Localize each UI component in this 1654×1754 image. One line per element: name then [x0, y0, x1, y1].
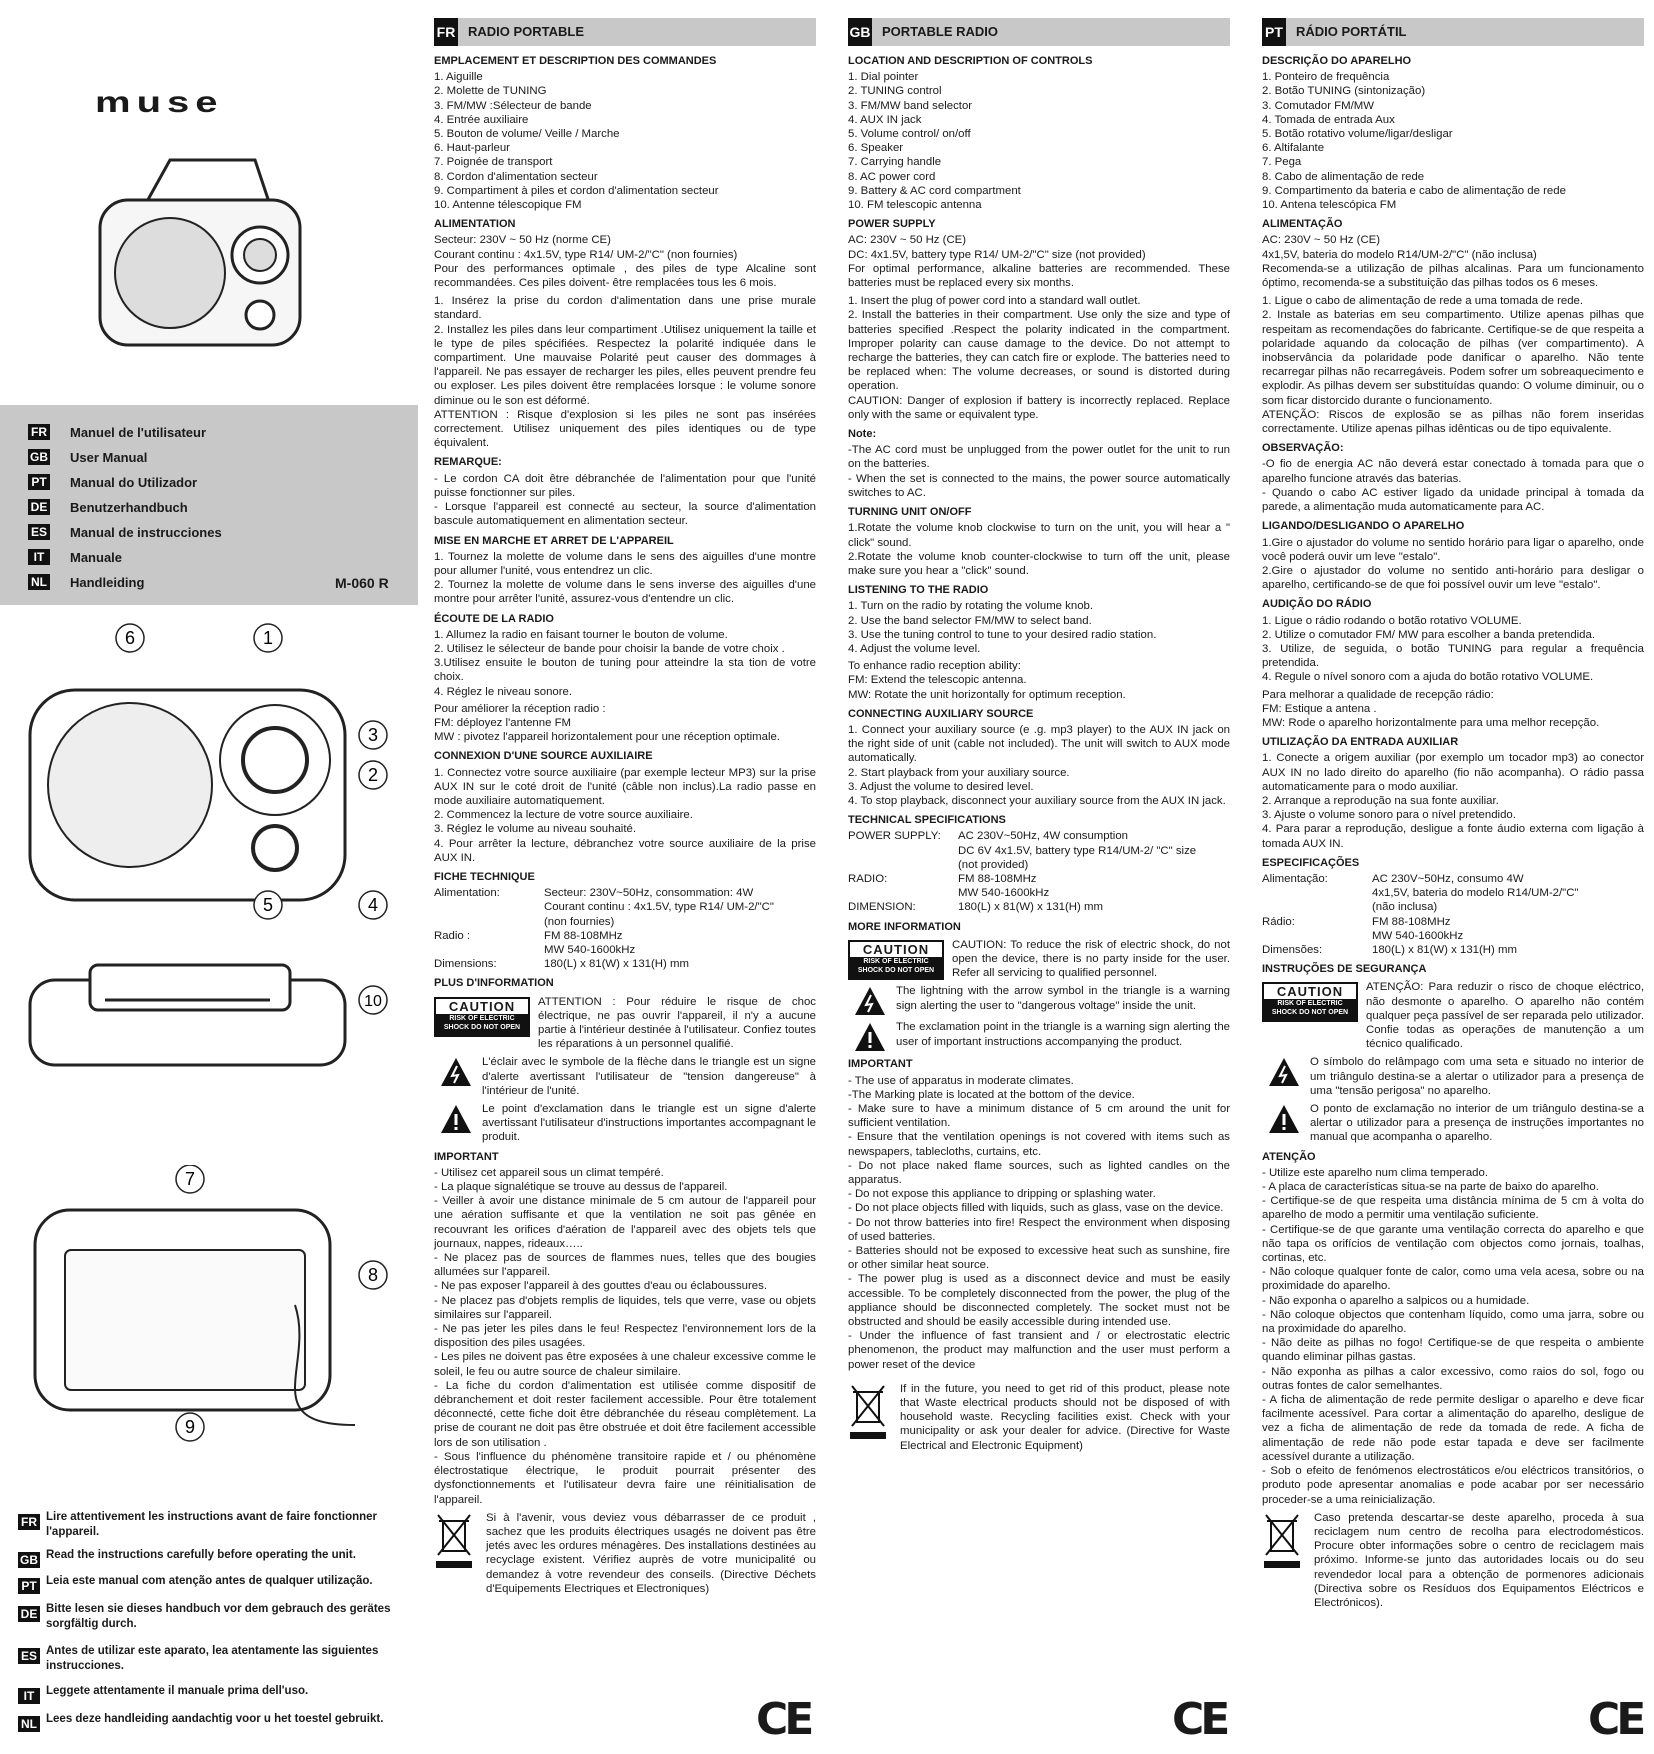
- list-item: 2. TUNING control: [848, 85, 942, 98]
- instruction-text: Antes de utilizar este aparato, lea atentamente las siguientes instrucciones.: [46, 1645, 379, 1672]
- spec-key: POWER SUPPLY:: [848, 830, 941, 843]
- instruction-it: [18, 1684, 408, 1704]
- heading-power: POWER SUPPLY: [848, 218, 936, 231]
- heading-power: ALIMENTAÇÃO: [1262, 218, 1343, 231]
- callout-5: 5: [262, 895, 274, 915]
- power-text: AC: 230V ~ 50 Hz (CE) DC: 4x1.5V, battery type R14/ UM-2/"C" size (not provided) For optimal performance, alkaline batteries are recommended. These batteries must be replaced every six months.: [848, 234, 1230, 290]
- radio-front-diagram: [25, 620, 395, 930]
- instruction-de: [18, 1602, 408, 1632]
- controls-list: [848, 70, 1230, 212]
- list-item: 7. Poignée de transport: [434, 156, 553, 169]
- spec-value: 180(L) x 81(W) x 131(H) mm: [958, 901, 1103, 914]
- lang-code: NL: [28, 574, 50, 590]
- callout-6: 6: [124, 628, 136, 648]
- list-item: 5. Volume control/ on/off: [848, 128, 971, 141]
- caution-block: [848, 938, 1230, 981]
- lang-code: PT: [18, 1578, 40, 1594]
- caution-block: [434, 995, 816, 1052]
- caution-sub: RISK OF ELECTRIC SHOCK DO NOT OPEN: [850, 957, 942, 978]
- lang-code: PT: [1262, 18, 1286, 46]
- list-item: 7. Carrying handle: [848, 156, 942, 169]
- section-header-pt: [1262, 18, 1644, 46]
- radio-text: 1. Ligue o rádio rodando o botão rotativo VOLUME. 2. Utilize o comutador FM/ MW para escolher a banda pretendida. 3. Utilize, de seguida, o botão TUNING para regular a frequência pretendida. 4. Regule o nível sonoro com a ajuda do botão rotativo VOLUME.: [1262, 614, 1644, 684]
- lang-code: GB: [20, 1552, 38, 1567]
- list-item: 4. AUX IN jack: [848, 113, 922, 126]
- list-item: 4. Entrée auxiliaire: [434, 113, 529, 126]
- spec-key: Alimentation:: [434, 887, 500, 900]
- callout-10: 10: [364, 993, 382, 1010]
- callout-8: 8: [367, 1265, 379, 1285]
- lang-label: Manual de instrucciones: [70, 524, 222, 540]
- weee-text: If in the future, you need to get rid of this product, please note that Waste electrical products should not be disposed of with household waste. Recycling facilities exist. Check with your municipality or ask your dealer for advice. (Directive for Waste Electrical and Electronic Equipment): [900, 1382, 1230, 1452]
- lang-code: ES: [18, 1648, 40, 1664]
- section-header-gb: [848, 18, 1230, 46]
- important-text: - Utilisez cet appareil sous un climat tempéré. - La plaque signalétique se trouve au dessus de l'appareil. - Veiller à avoir une distance minimale de 5 cm autour de l'appareil pour une aération suffisante et que la ventilation ne soit pas gênée en recouvrant les orifices d'aération de l'appareil avec des objets tels que journaux, nappes, rideaux….. - Ne placez pas de sources de flammes nues, telles que des bougies allumées sur l'appareil. - Ne pas exposer l'appareil à des gouttes d'eau ou éclaboussures. - Ne placez pas d'objets remplis de liquides, tels que verre, vase ou objets similaires sur l'appareil. - Ne pas jeter les piles dans le feu! Respectez l'environnement lors de la disposition des piles usagées. - Les piles ne doivent pas être exposées à une chaleur excessive comme le soleil, le feu ou autre source de chaleur similaire. - La fiche du cordon d'alimentation est utilisée comme dispositif de débranchement et doit rester facilement accessible. Pour être totalement déconnecté, cette fiche doit être débranchée du réseau complètement. La prise de courant ne doit pas être obstruée et doit être facilement accessible lors de son utilisation . - Sous l'influence du phénomène transitoire rapide et / ou phénomène électrostatique électrique, le produit pourrait présenter des dysfonctionnements et l'utilisateur devra faire une réinitialisation de l'appareil.: [434, 1166, 816, 1506]
- list-item: 8. Cordon d'alimentation secteur: [434, 170, 598, 183]
- onoff-text: 1.Gire o ajustador do volume no sentido horário para ligar o aparelho, onde você poderá ouvir um leve "estalo". 2.Gire o ajustador do volume no sentido anti-horário para desligar o aparelho, certificando-se de que foi possível ouvir um leve "estalo".: [1262, 536, 1644, 592]
- power-text: Secteur: 230V ~ 50 Hz (norme CE) Courant continu : 4x1.5V, type R14/ UM-2/"C" (non fournies) Pour des performances optimale , des piles de type Alcaline sont recommandées. Ces piles doivent- être remplacées tous les 6 mois.: [434, 234, 816, 290]
- caution-sub: RISK OF ELECTRIC SHOCK DO NOT OPEN: [436, 1014, 528, 1035]
- ce-mark-pt: CE: [1588, 1694, 1643, 1745]
- onoff-text: 1.Rotate the volume knob clockwise to turn on the unit, you will hear a " click" sound. 2.Rotate the volume knob counter-clockwise to turn off the unit, please make sure you hear a "click" sound.: [848, 522, 1230, 577]
- heading-specs: TECHNICAL SPECIFICATIONS: [848, 814, 1006, 827]
- install-steps: 1. Insérez la prise du cordon d'alimentation dans une prise murale standard. 2. Installez les piles dans leur compartiment .Utilisez uniquement la taille et le type de piles spécifiées. Respectez la polarité indiquée dans le compartiment. Une mauvaise Polarité peut causer des dommages à l'appareil. Ne pas essayer de recharger les piles, elles peuvent prendre feu ou exploser. Les piles doivent être remplacées lorsque : le volume sonore diminue ou le son est déformé. ATTENTION : Risque d'explosion si les piles ne sont pas insérées correctement. Utilisez uniquement des piles identiques ou de type équivalent.: [434, 295, 816, 450]
- list-item: 9. Battery & AC cord compartment: [848, 184, 1021, 197]
- exclamation-warning-icon: [440, 1104, 472, 1134]
- spec-value: FM 88-108MHz MW 540-1600kHz: [1372, 915, 1464, 942]
- section-title: PORTABLE RADIO: [882, 23, 999, 39]
- heading-onoff: TURNING UNIT ON/OFF: [848, 506, 972, 519]
- heading-safety: INSTRUÇÕES DE SEGURANÇA: [1262, 963, 1427, 976]
- spec-value: Secteur: 230V~50Hz, consommation: 4W Courant continu : 4x1.5V, type R14/ UM-2/"C" (non fournies): [544, 887, 774, 928]
- weee-bin-icon: [1262, 1511, 1302, 1571]
- radio-top-diagram: [25, 960, 395, 1085]
- exclamation-text: The exclamation point in the triangle is a warning sign alerting the user of important instructions accompanying the product.: [896, 1021, 1230, 1048]
- lang-label: Manuel de l'utilisateur: [70, 424, 207, 440]
- ce-mark-fr: CE: [756, 1694, 811, 1745]
- spec-key: Dimensões:: [1262, 943, 1323, 956]
- heading-specs: FICHE TECHNIQUE: [434, 870, 535, 883]
- caution-text: ATENÇÃO: Para reduzir o risco de choque eléctrico, não desmonte o aparelho. O aparelho não contém qualquer peça passível de ser reparada pelo utilizador. Confie todas as operações de manutenção a um técnico qualificado.: [1366, 981, 1644, 1051]
- list-item: 10. Antena telescópica FM: [1262, 199, 1397, 212]
- lang-row-de: [28, 499, 188, 515]
- column-fr: [434, 18, 816, 1600]
- caution-label: CAUTION: [862, 941, 930, 957]
- caution-label: CAUTION: [448, 998, 516, 1014]
- list-item: 6. Altifalante: [1262, 142, 1325, 155]
- controls-list: [434, 70, 816, 212]
- heading-aux: UTILIZAÇÃO DA ENTRADA AUXILIAR: [1262, 736, 1459, 749]
- lang-code: DE: [18, 1606, 40, 1622]
- lang-row-it: [28, 549, 122, 565]
- list-item: 2. Botão TUNING (sintonização): [1262, 85, 1426, 98]
- list-item: 10. FM telescopic antenna: [848, 199, 982, 212]
- heading-controls: EMPLACEMENT ET DESCRIPTION DES COMMANDES: [434, 55, 717, 67]
- ce-mark-gb: CE: [1172, 1694, 1227, 1745]
- heading-more-info: MORE INFORMATION: [848, 920, 961, 933]
- section-header-fr: [434, 18, 816, 46]
- caution-block: [1262, 980, 1644, 1051]
- callout-9: 9: [184, 1417, 196, 1437]
- list-item: 9. Compartiment à piles et cordon d'alimentation secteur: [434, 184, 719, 197]
- caution-text: ATTENTION : Pour réduire le risque de choc électrique, ne pas ouvrir l'appareil, il n'y a aucune partie à l'intérieur destinée à l'utilisateur. Confiez toutes les réparations à un personnel qualifié.: [538, 995, 816, 1051]
- lightning-warning-icon: [440, 1057, 472, 1087]
- important-text: - The use of apparatus in moderate climates. -The Marking plate is located at the bottom of the device. - Make sure to have a minimum distance of 5 cm around the unit for sufficient ventilation. - Ensure that the ventilation openings is not covered with items such as newspapers, tablecloths, curtains, etc. - Do not place naked flame sources, such as lighted candles on the apparatus. - Do not expose this appliance to dripping or splashing water. - Do not place objects filled with liquids, such as glass, vase on the device. - Do not throw batteries into fire! Respect the environment when disposing of used batteries. - Batteries should not be exposed to excessive heat such as sunshine, fire or other similar heat source. - The power plug is used as a disconnect device and must be easily accessible. To be completely disconnected from the power, the plug of the appliance should be disconnected completely. The socket must not be obstructed and should be easily accessible during intended use. - Under the influence of fast transient and / or electrostatic electric phenomenon, the product may malfunction and the user must perform a power reset of the device: [848, 1074, 1230, 1371]
- instruction-es: [18, 1644, 408, 1674]
- list-item: 1. Aiguille: [434, 71, 483, 84]
- lightning-text: L'éclair avec le symbole de la flèche dans le triangle est un signe d'alerte avertissant l'utilisateur de "tension dangereuse" à l'intérieur de l'unité.: [482, 1056, 816, 1097]
- lang-row-es: [28, 524, 222, 540]
- weee-block: [1262, 1511, 1644, 1610]
- instruction-pt: [18, 1574, 408, 1594]
- onoff-text: 1. Tournez la molette de volume dans le sens des aiguilles d'une montre pour allumer l'unité, vous entendrez un clic. 2. Tournez la molette de volume dans le sens inverse des aiguilles d'une montre pour arrêter l'unité, assurez-vous d'entendre un clic.: [434, 550, 816, 606]
- caution-label-icon: [434, 997, 530, 1037]
- lightning-block: [1262, 1055, 1644, 1098]
- lang-code: DE: [28, 499, 50, 515]
- lang-label: Benutzerhandbuch: [70, 499, 188, 515]
- lightning-text: The lightning with the arrow symbol in the triangle is a warning sign alerting the user to "dangerous voltage" inside the unit.: [896, 985, 1230, 1012]
- list-item: 10. Antenne télescopique FM: [434, 199, 582, 212]
- instruction-text: Lire attentivement les instructions avant de faire fonctionner l'appareil.: [46, 1511, 378, 1538]
- column-gb: [848, 18, 1230, 1457]
- heading-aux: CONNEXION D'UNE SOURCE AUXILIAIRE: [434, 750, 653, 763]
- heading-important: IMPORTANT: [848, 1058, 913, 1071]
- controls-list: [1262, 70, 1644, 212]
- list-item: 1. Dial pointer: [848, 71, 919, 84]
- lightning-warning-icon: [1268, 1057, 1300, 1087]
- lang-code: FR: [18, 1514, 40, 1530]
- instruction-text: Leia este manual com atenção antes de qualquer utilização.: [46, 1575, 373, 1587]
- lightning-block: [848, 984, 1230, 1016]
- exclamation-block: [1262, 1102, 1644, 1145]
- list-item: 3. FM/MW :Sélecteur de bande: [434, 99, 592, 112]
- spec-value: AC 230V~50Hz, 4W consumption DC 6V 4x1.5V, battery type R14/UM-2/ "C" size (not provided): [958, 830, 1197, 871]
- lang-row-pt: [28, 474, 197, 490]
- spec-key: Dimensions:: [434, 958, 497, 971]
- radio-text: 1. Allumez la radio en faisant tourner le bouton de volume. 2. Utilisez le sélecteur de bande pour choisir la bande de votre choix . 3.Utilisez ensuite le bouton de tuning pour atteindre la sta tion de votre choix. 4. Réglez le niveau sonore.: [434, 628, 816, 698]
- caution-label-icon: [1262, 982, 1358, 1022]
- heading-controls: DESCRIÇÃO DO APARELHO: [1262, 55, 1412, 67]
- heading-more-info: PLUS D'INFORMATION: [434, 977, 554, 990]
- exclamation-warning-icon: [854, 1022, 886, 1052]
- heading-note: Note:: [848, 428, 877, 441]
- caution-label-icon: [848, 940, 944, 980]
- spec-key: Radio :: [434, 929, 471, 942]
- caution-text: CAUTION: To reduce the risk of electric shock, do not open the device, there is no party inside for the user. Refer all servicing to qualified personnel.: [952, 938, 1230, 980]
- heading-onoff: MISE EN MARCHE ET ARRET DE L'APPAREIL: [434, 534, 674, 547]
- install-steps: 1. Ligue o cabo de alimentação de rede a uma tomada de rede. 2. Instale as baterias em seu compartimento. Utilize apenas pilhas que respeitam as recomendações do fabricante. Certifique-se de que respeita a polaridade aquando da colocação de pilhas (ver compartimento). A inobservância da polaridade pode danificar o aparelho. Não tente recarregar pilhas não recarregáveis. Podem sofrer um sobreaquecimento e explodir. As pilhas devem ser substituídas quando: O volume diminuir, ou o som ficar distorcido durante o funcionamento. ATENÇÃO: Riscos de explosão se as pilhas não forem inseridas correctamente. Utilize apenas pilhas idênticas ou de tipo equivalente.: [1262, 295, 1644, 436]
- reception-text: Para melhorar a qualidade de recepção rádio: FM: Estique a antena . MW: Rode o aparelho horizontalmente para uma melhor recepção.: [1262, 688, 1600, 729]
- lang-code: IT: [18, 1688, 40, 1704]
- exclamation-block: [848, 1020, 1230, 1052]
- important-text: - Utilize este aparelho num clima temperado. - A placa de características situa-se na parte de baixo do aparelho. - Certifique-se de que respeita uma distância mínima de 5 cm à volta do aparelho de modo a permitir uma ventilação suficiente. - Certifique-se de que garante uma ventilação correcta do aparelho e que não tapa os orifícios de ventilação com objectos como jornais, toalhas, cortinas, etc. - Não coloque qualquer fonte de calor, como uma vela acesa, sobre ou na proximidade do aparelho. - Não exponha o aparelho a salpicos ou a humidade. - Não coloque objectos que contenham líquido, como uma jarra, sobre ou na proximidade do aparelho. - Não deite as pilhas no fogo! Certifique-se de que respeita o ambiente quando eliminar pilhas gastas. - Não exponha as pilhas a calor excessivo, como raios do sol, fogo ou outras fontes de calor semelhantes. - A ficha de alimentação de rede permite desligar o aparelho e deve ficar facilmente acessível. Para cortar a alimentação do aparelho, desligue de vez a ficha de alimentação de rede da tomada de rede. A ficha de alimentação de rede não pode estar tapada e deve ser facilmente acessível durante a utilização. - Sob o efeito de fenómenos electrostáticos e/ou eléctricos transitórios, o produto pode apresentar anomalias e pode acabar por ser necessário proceder-se a uma reinicialização.: [1262, 1166, 1644, 1506]
- lightning-text: O símbolo do relâmpago com uma seta e situado no interior de um triângulo destina-se a alertar o utilizador para a presença de uma "tensão perigosa" no aparelho.: [1310, 1056, 1644, 1097]
- lang-row-gb: [28, 449, 147, 465]
- spec-value: 180(L) x 81(W) x 131(H) mm: [544, 958, 689, 971]
- note-text: -The AC cord must be unplugged from the power outlet for the unit to run on the batteries. - When the set is connected to the mains, the power source automatically switches to AC.: [848, 444, 1230, 499]
- aux-text: 1. Conecte a origem auxiliar (por exemplo um tocador mp3) ao conector AUX IN no lado direito do aparelho (fio não acompanha). O rádio passa automaticamente para o modo auxiliar. 2. Arranque a reprodução na sua fonte auxiliar. 3. Ajuste o volume sonoro para o nível pretendido. 4. Para parar a reprodução, desligue a fonte áudio externa com ligação à tomada AUX IN.: [1262, 752, 1644, 850]
- heading-controls: LOCATION AND DESCRIPTION OF CONTROLS: [848, 55, 1093, 67]
- spec-key: DIMENSION:: [848, 901, 916, 914]
- weee-text: Si à l'avenir, vous deviez vous débarrasser de ce produit , sachez que les produits électriques usagés ne doivent pas être jetés avec les ordures ménagères. Des installations destinées au recyclage existent. Vérifiez auprès de votre municipalité ou demandez à votre revendeur des conseils. (Directive Déchets d'Equipements Electriques et Electroniques): [486, 1511, 816, 1595]
- weee-bin-icon: [434, 1511, 474, 1571]
- lang-code: IT: [28, 549, 50, 565]
- instruction-gb: [18, 1548, 408, 1568]
- instruction-fr: [18, 1510, 408, 1540]
- heading-radio: ÉCOUTE DE LA RADIO: [434, 612, 554, 625]
- lang-row-fr: [28, 424, 206, 440]
- heading-note: OBSERVAÇÃO:: [1262, 442, 1344, 455]
- list-item: 8. AC power cord: [848, 170, 936, 183]
- callout-1: 1: [262, 628, 274, 648]
- instruction-nl: [18, 1712, 408, 1732]
- lang-code: NL: [18, 1716, 40, 1732]
- radio-back-diagram: [25, 1165, 395, 1445]
- spec-value: 180(L) x 81(W) x 131(H) mm: [1372, 943, 1517, 956]
- callout-3: 3: [367, 725, 379, 745]
- lang-code: GB: [30, 450, 48, 464]
- heading-aux: CONNECTING AUXILIARY SOURCE: [848, 707, 1034, 720]
- caution-sub: RISK OF ELECTRIC SHOCK DO NOT OPEN: [1264, 999, 1356, 1020]
- lightning-block: [434, 1055, 816, 1098]
- heading-important: ATENÇÃO: [1262, 1150, 1316, 1163]
- install-steps: 1. Insert the plug of power cord into a standard wall outlet. 2. Install the batteries in their compartment. Use only the size and type of batteries specified .Respect the polarity indicated in the compartment. Improper polarity can cause damage to the device. Do not attempt to recharge the batteries, they can catch fire or explode. The batteries need to be replaced when: The volume decreases, or sound is distorted during operation. CAUTION: Danger of explosion if battery is incorrectly replaced. Replace only with the same or equivalent type.: [848, 295, 1230, 421]
- model-number: M-060 R: [335, 575, 389, 591]
- reception-text: Pour améliorer la réception radio : FM: déployez l'antenne FM MW : pivotez l'appareil horizontalement pour une réception optimale.: [434, 702, 780, 744]
- callout-7: 7: [184, 1169, 196, 1189]
- list-item: 6. Speaker: [848, 142, 904, 155]
- spec-key: Alimentação:: [1262, 872, 1328, 885]
- list-item: 1. Ponteiro de frequência: [1262, 71, 1390, 84]
- instruction-text: Read the instructions carefully before operating the unit.: [46, 1549, 356, 1561]
- lang-row-nl: [28, 574, 144, 590]
- list-item: 4. Tomada de entrada Aux: [1262, 113, 1395, 126]
- lang-code: FR: [434, 18, 458, 46]
- list-item: 2. Molette de TUNING: [434, 85, 547, 98]
- lang-label: Manual do Utilizador: [70, 474, 198, 490]
- spec-value: FM 88-108MHz MW 540-1600kHz: [544, 929, 636, 956]
- radio-text: 1. Turn on the radio by rotating the volume knob. 2. Use the band selector FM/MW to select band. 3. Use the tuning control to tune to your desired radio station. 4. Adjust the volume level.: [848, 600, 1157, 655]
- heading-onoff: LIGANDO/DESLIGANDO O APARELHO: [1262, 520, 1465, 533]
- callout-4: 4: [367, 895, 379, 915]
- cover-panel: [0, 0, 418, 1754]
- aux-text: 1. Connectez votre source auxiliaire (par exemple lecteur MP3) sur la prise AUX IN sur le coté droit de l'unité (câble non inclus).La radio passe en mode auxiliaire automatiquement. 2. Commencez la lecture de votre source auxiliaire. 3. Réglez le volume au niveau souhaité. 4. Pour arrêter la lecture, débranchez votre source auxiliaire de la prise AUX IN.: [434, 766, 816, 864]
- lang-label: Manuale: [70, 549, 123, 565]
- heading-important: IMPORTANT: [434, 1150, 499, 1163]
- list-item: 5. Bouton de volume/ Veille / Marche: [434, 128, 620, 141]
- lang-code: GB: [848, 18, 872, 46]
- instruction-text: Bitte lesen sie dieses handbuch vor dem gebrauch des gerätes sorgfältig durch.: [46, 1603, 391, 1630]
- heading-radio: LISTENING TO THE RADIO: [848, 584, 989, 597]
- instruction-text: Lees deze handleiding aandachtig voor u het toestel gebruikt.: [46, 1713, 384, 1725]
- list-item: 6. Haut-parleur: [434, 142, 510, 155]
- heading-power: ALIMENTATION: [434, 218, 516, 231]
- radio-front-illustration: [95, 145, 305, 350]
- spec-table: [434, 886, 816, 971]
- aux-text: 1. Connect your auxiliary source (e .g. mp3 player) to the AUX IN jack on the right side of unit (cable not included). The unit will switch to AUX mode automatically. 2. Start playback from your auxiliary source. 3. Adjust the volume to desired level. 4. To stop playback, disconnect your auxiliary source from the AUX IN jack.: [848, 723, 1230, 807]
- lang-label: User Manual: [70, 449, 148, 465]
- lightning-warning-icon: [854, 986, 886, 1016]
- list-item: 7. Pega: [1262, 156, 1302, 169]
- spec-value: AC 230V~50Hz, consumo 4W 4x1,5V, bateria do modelo R14/UM-2/"C" (não inclusa): [1372, 872, 1579, 914]
- reception-text: To enhance radio reception ability: FM: Extend the telescopic antenna. MW: Rotate the unit horizontally for optimum reception.: [848, 660, 1126, 701]
- weee-block: [848, 1382, 1230, 1453]
- column-pt: [1262, 18, 1644, 1614]
- list-item: 3. FM/MW band selector: [848, 99, 973, 112]
- weee-text: Caso pretenda descartar-se deste aparelho, proceda à sua reciclagem num centro de recolha para electrodomésticos. Procure obter informações sobre o centro de reciclagem mais próximo. Informe-se junto das autoridades locais ou do seu revendedor local para a obtenção de pormenores adicionais (Directiva sobre os Resíduos dos Equipamentos Eléctricos e Electrónicos).: [1314, 1511, 1644, 1609]
- heading-specs: ESPECIFICAÇÕES: [1262, 856, 1360, 869]
- list-item: 3. Comutador FM/MW: [1262, 99, 1375, 112]
- exclamation-text: O ponto de exclamação no interior de um triângulo destina-se a alertar o utilizador para a presença de instruções importantes no manual que acompanha o aparelho.: [1310, 1103, 1644, 1144]
- section-title: RADIO PORTABLE: [468, 23, 585, 39]
- spec-key: RADIO:: [848, 872, 888, 885]
- note-text: -O fio de energia AC não deverá estar conectado à tomada para que o aparelho funcione através das baterias. - Quando o cabo AC estiver ligado da unidade principal à tomada da parede, a alimentação muda automaticamente para AC.: [1262, 458, 1644, 514]
- exclamation-warning-icon: [1268, 1104, 1300, 1134]
- note-text: - Le cordon CA doit être débranchée de l'alimentation pour que l'unité puisse fonctionner sur piles. - Lorsque l'appareil est connecté au secteur, la source d'alimentation bascule automatiquement en alimentation secteur.: [434, 472, 816, 528]
- power-text: AC: 230V ~ 50 Hz (CE) 4x1,5V, bateria do modelo R14/UM-2/"C" (não inclusa) Recomenda-se a utilização de pilhas alcalinas. Para um funcionamento óptimo, recomenda-se a substituição das pilhas todos os 6 meses.: [1262, 234, 1644, 290]
- instruction-text: Leggete attentamente il manuale prima dell'uso.: [46, 1685, 309, 1697]
- spec-table: [1262, 872, 1644, 957]
- caution-label: CAUTION: [1276, 984, 1344, 1000]
- exclamation-text: Le point d'exclamation dans le triangle est un signe d'alerte avertissant l'utilisateur d'instructions importantes accompagnant le produit.: [482, 1103, 816, 1144]
- callout-2: 2: [367, 765, 379, 785]
- spec-key: Rádio:: [1262, 915, 1295, 928]
- weee-bin-icon: [848, 1382, 888, 1442]
- spec-table: [848, 829, 1230, 914]
- list-item: 8. Cabo de alimentação de rede: [1262, 170, 1425, 183]
- heading-radio: AUDIÇÃO DO RÁDIO: [1262, 598, 1372, 611]
- spec-value: FM 88-108MHz MW 540-1600kHz: [958, 872, 1050, 900]
- muse-logo: muse: [95, 85, 224, 119]
- list-item: 5. Botão rotativo volume/ligar/desligar: [1262, 128, 1453, 141]
- weee-block: [434, 1511, 816, 1596]
- lang-code: FR: [28, 424, 50, 440]
- lang-label: Handleiding: [70, 574, 145, 590]
- exclamation-block: [434, 1102, 816, 1145]
- list-item: 9. Compartimento da bateria e cabo de alimentação de rede: [1262, 184, 1566, 197]
- lang-code: ES: [28, 524, 50, 540]
- heading-note: REMARQUE:: [434, 456, 502, 469]
- lang-code: PT: [28, 474, 50, 490]
- section-title: RÁDIO PORTÁTIL: [1296, 23, 1407, 39]
